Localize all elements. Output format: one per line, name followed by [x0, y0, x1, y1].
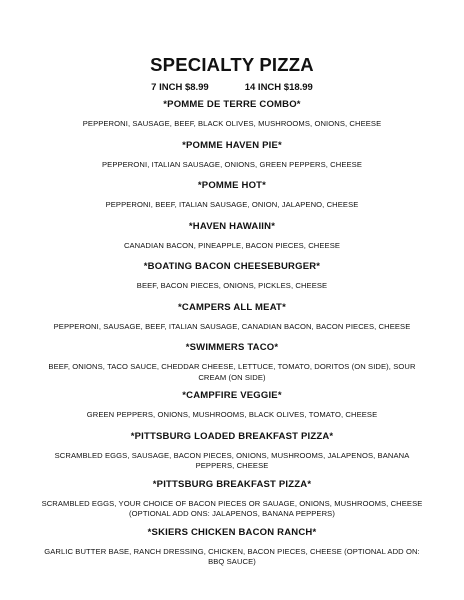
menu-item-description: BEEF, ONIONS, TACO SAUCE, CHEDDAR CHEESE, LETTUCE, TOMATO, DORITOS (ON SIDE), SOUR CREAM (ON SIDE) — [48, 362, 416, 382]
page-title: SPECIALTY PIZZA — [150, 54, 314, 75]
menu-item — [32, 479, 432, 520]
menu-item-name: *POMME HAVEN PIE* — [182, 139, 282, 151]
menu-item-name: *SWIMMERS TACO* — [185, 342, 279, 353]
menu-item-name: *SKIERS CHICKEN BACON RANCH* — [147, 526, 317, 538]
menu-item-name: *PITTSBURG LOADED BREAKFAST PIZZA* — [130, 430, 334, 442]
menu-item — [32, 527, 432, 568]
menu-item-name: *CAMPERS ALL MEAT* — [178, 301, 286, 313]
menu-item-description: PEPPERONI, ITALIAN SAUSAGE, ONIONS, GREEN PEPPERS, CHEESE — [101, 159, 362, 169]
menu-item — [32, 342, 432, 383]
price-row — [0, 82, 464, 94]
menu-item — [32, 261, 432, 292]
menu-items — [0, 99, 464, 568]
price-small: 7 INCH $8.99 — [151, 82, 209, 93]
menu-item-description: GREEN PEPPERS, ONIONS, MUSHROOMS, BLACK OLIVES, TOMATO, CHEESE — [86, 410, 378, 419]
menu-item-name: *BOATING BACON CHEESEBURGER* — [143, 261, 321, 272]
menu-item-description: GARLIC BUTTER BASE, RANCH DRESSING, CHICKEN, BACON PIECES, CHEESE (OPTIONAL ADD ON: BBQ SAUCE) — [44, 546, 420, 566]
menu-item-description: PEPPERONI, SAUSAGE, BEEF, BLACK OLIVES, MUSHROOMS, ONIONS, CHEESE — [82, 119, 382, 128]
menu-item-name: *CAMPFIRE VEGGIE* — [182, 390, 282, 401]
menu-item-description: SCRAMBLED EGGS, YOUR CHOICE OF BACON PIECES OR SAUAGE, ONIONS, MUSHROOMS, CHEESE (OPTIONAL ADD ONS: JALAPENOS, BANANA PEPPERS) — [41, 498, 423, 518]
menu-item-name: *HAVEN HAWAIIN* — [188, 220, 276, 232]
menu-item-description: PEPPERONI, SAUSAGE, BEEF, ITALIAN SAUSAGE, CANADIAN BACON, BACON PIECES, CHEESE — [53, 321, 411, 331]
menu-item-name: *PITTSBURG BREAKFAST PIZZA* — [152, 478, 312, 490]
menu-item — [32, 140, 432, 171]
menu-item-description: SCRAMBLED EGGS, SAUSAGE, BACON PIECES, ONIONS, MUSHROOMS, JALAPENOS, BANANA PEPPERS, CHEESE — [54, 450, 410, 470]
menu-item-description: PEPPERONI, BEEF, ITALIAN SAUSAGE, ONION, JALAPENO, CHEESE — [105, 200, 359, 209]
menu-item-description: CANADIAN BACON, PINEAPPLE, BACON PIECES, CHEESE — [123, 240, 341, 250]
menu-item — [32, 221, 432, 252]
menu-item-description: BEEF, BACON PIECES, ONIONS, PICKLES, CHEESE — [136, 281, 328, 290]
menu-item — [32, 390, 432, 421]
price-large: 14 INCH $18.99 — [244, 82, 313, 93]
menu-item — [32, 431, 432, 472]
menu-item-name: *POMME DE TERRE COMBO* — [163, 99, 301, 110]
menu-item-name: *POMME HOT* — [197, 180, 267, 191]
menu-item — [32, 180, 432, 211]
menu-item — [32, 302, 432, 333]
menu-item — [32, 99, 432, 130]
